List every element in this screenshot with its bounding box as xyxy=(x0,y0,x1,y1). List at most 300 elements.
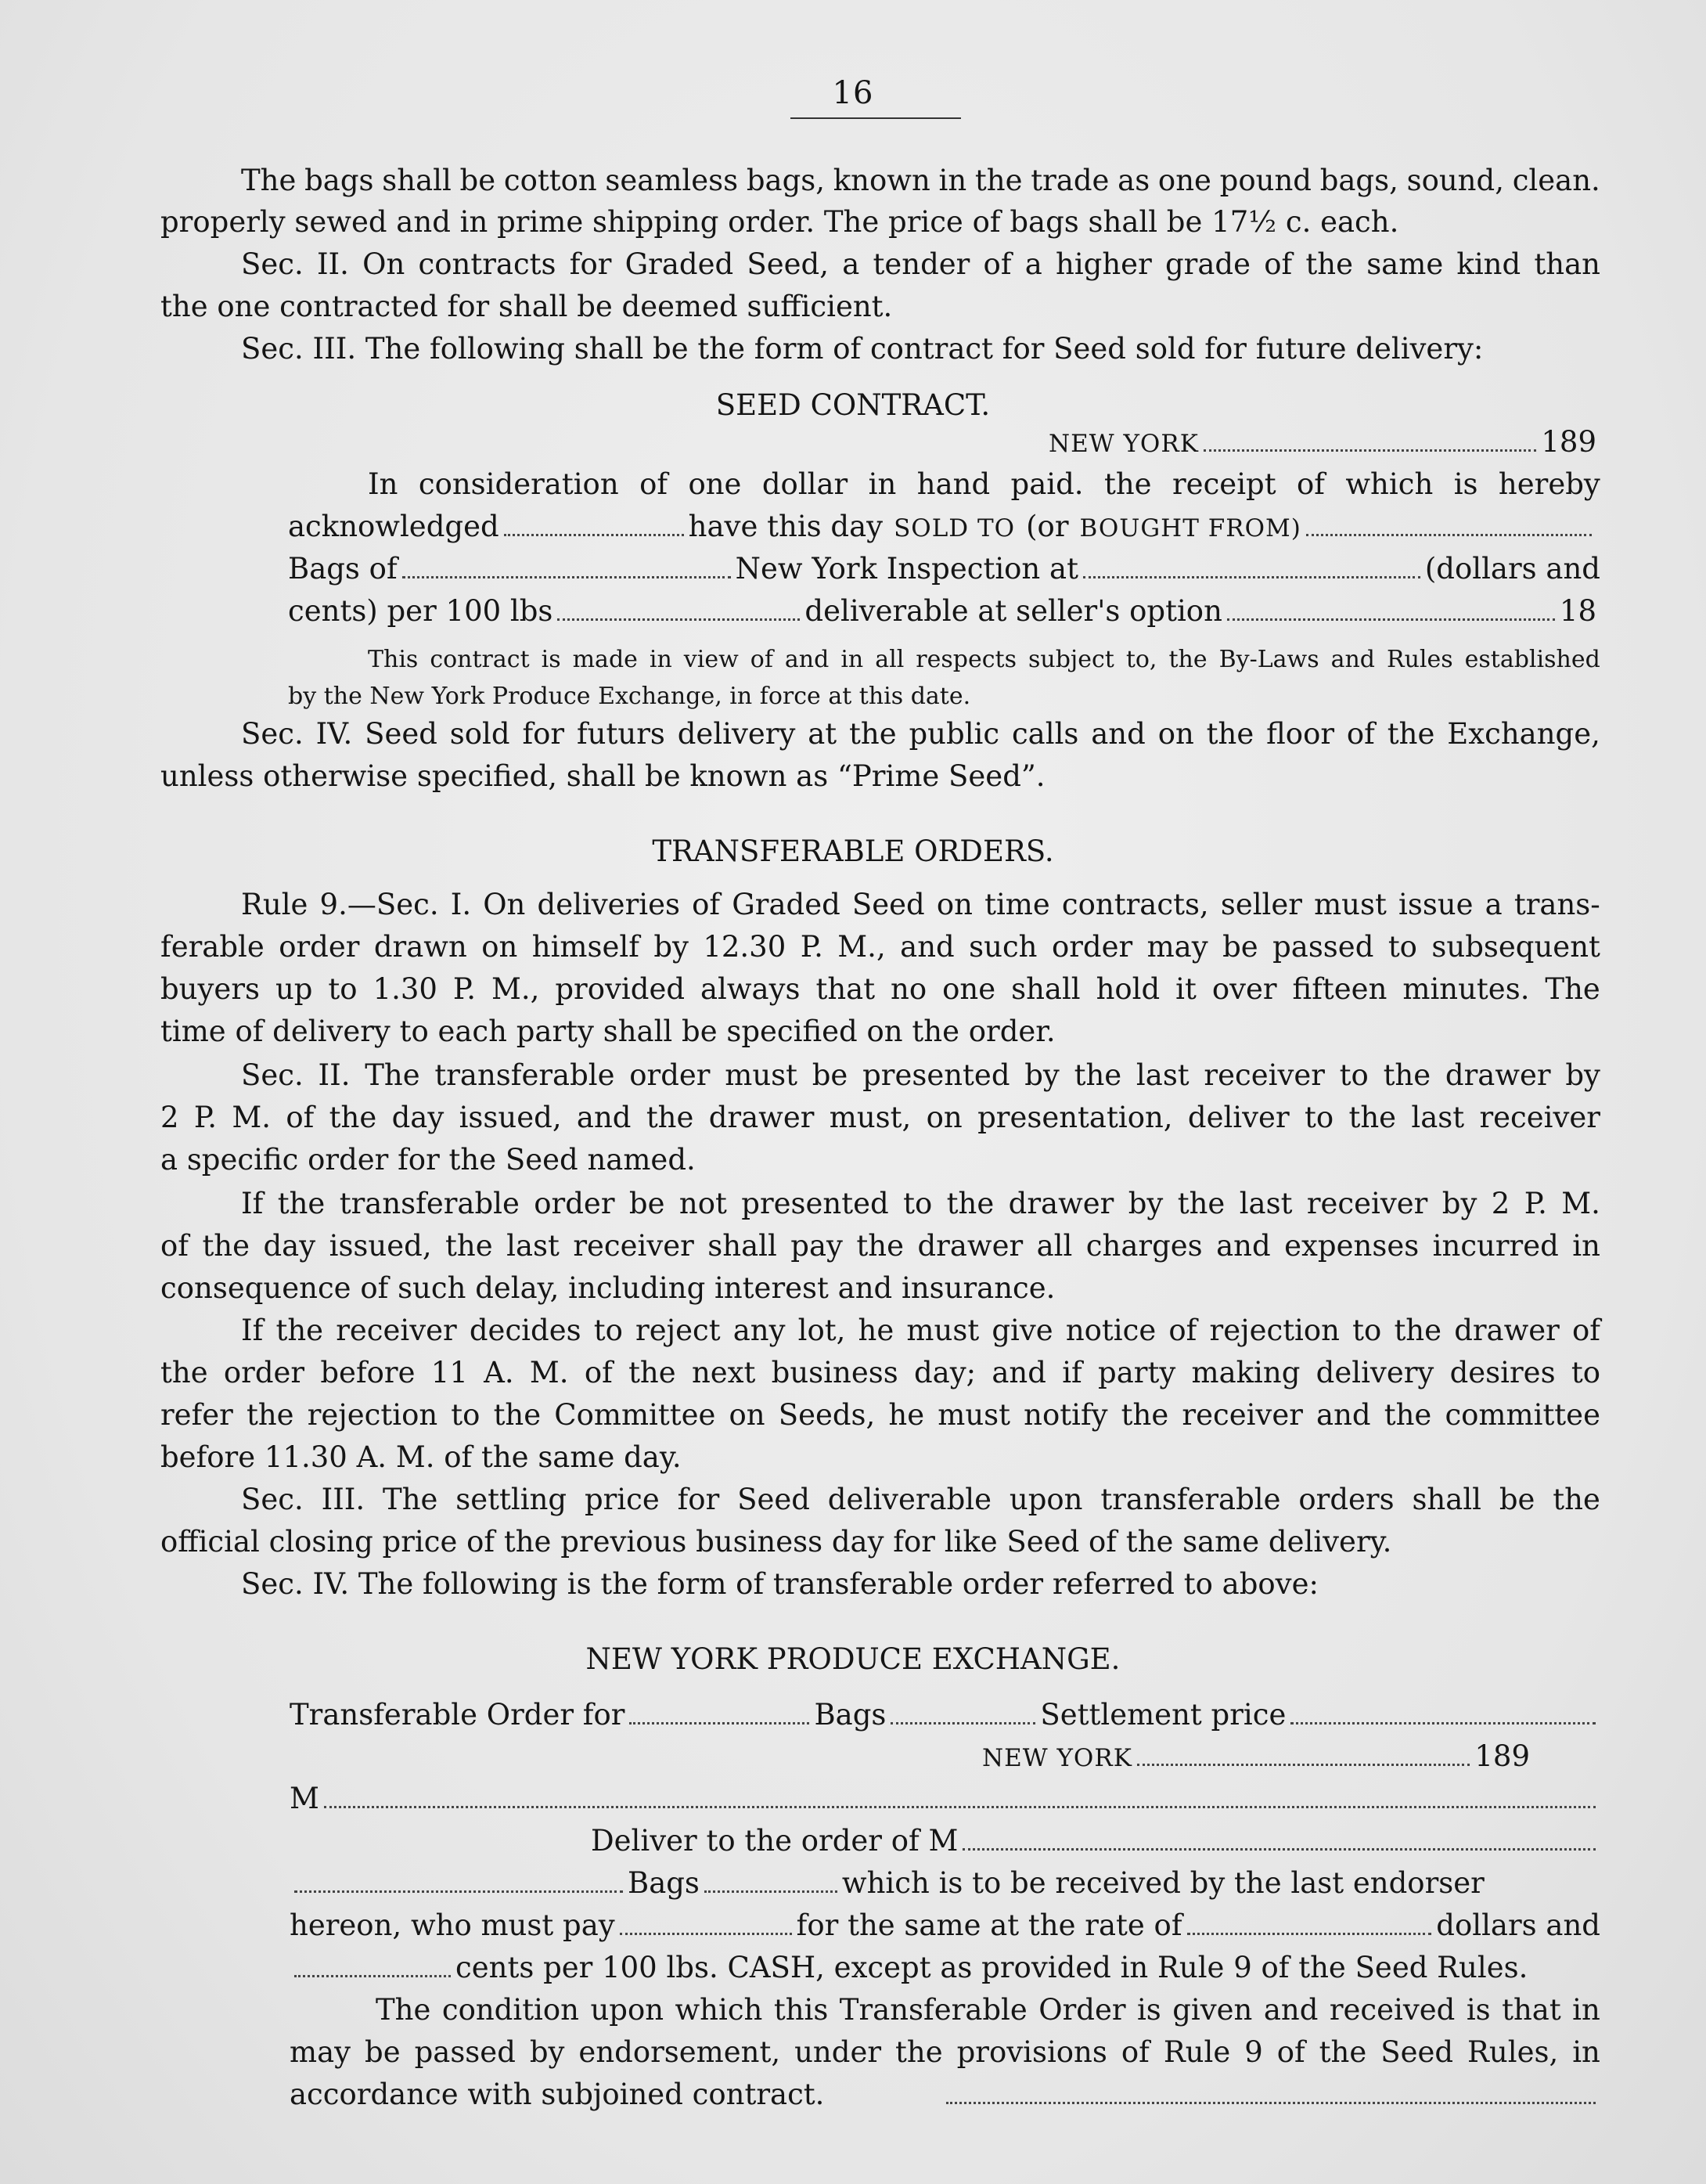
word: The xyxy=(376,1993,431,2027)
word: one xyxy=(942,972,996,1006)
word: in xyxy=(1572,1993,1600,2027)
word: lot, xyxy=(797,1314,846,1347)
text-fragment: cents per 100 lbs. CASH, except as provided in Rule 9 of the Seed Rules. xyxy=(455,1951,1528,1984)
word: 2 xyxy=(160,1101,179,1134)
word: drawer xyxy=(708,1101,815,1134)
word: The xyxy=(365,1058,420,1092)
word: the xyxy=(895,2035,943,2069)
word: order xyxy=(629,1058,711,1092)
word: to xyxy=(451,1398,480,1432)
word: receipt xyxy=(1172,467,1276,501)
word: price xyxy=(584,1483,660,1516)
produce-exchange-title: NEW YORK PRODUCE EXCHANGE. xyxy=(585,1642,1121,1676)
word: sold xyxy=(449,717,510,751)
blank-field xyxy=(1290,1702,1596,1724)
page-number-rule xyxy=(790,117,961,119)
word: and xyxy=(1091,717,1146,751)
word: up xyxy=(275,972,313,1006)
word: to xyxy=(1571,1356,1600,1389)
word: passed xyxy=(414,2035,516,2069)
word: all xyxy=(1036,1229,1073,1263)
word: seamless xyxy=(605,164,739,197)
word: P. xyxy=(800,930,823,964)
word: public xyxy=(909,717,1000,751)
word: incurred xyxy=(1432,1229,1559,1263)
text-line: official closing price of the previous business day for like Seed of the same delivery. xyxy=(160,1525,1392,1559)
word: trans- xyxy=(1513,888,1600,921)
word: transferable xyxy=(434,1058,615,1092)
text-line xyxy=(160,1351,1600,1395)
order-line xyxy=(290,1904,1600,1948)
word: M., xyxy=(491,972,540,1006)
word: last xyxy=(506,1229,560,1263)
word: M., xyxy=(837,930,886,964)
word: day xyxy=(391,1101,444,1134)
word: the xyxy=(974,164,1023,197)
blank-field xyxy=(891,1702,1035,1724)
word: Sec. xyxy=(241,717,304,751)
word: by xyxy=(1441,1187,1477,1220)
word: delivery xyxy=(1315,1356,1434,1389)
word: day; xyxy=(913,1356,977,1389)
contract-line xyxy=(288,505,1596,549)
word: the xyxy=(1387,717,1435,751)
word: the xyxy=(1394,1314,1442,1347)
word: Exchange, xyxy=(1447,717,1600,751)
word: 11 xyxy=(430,1356,468,1389)
word: may xyxy=(1146,930,1208,964)
order-dateline xyxy=(982,1735,1530,1779)
word: Seed xyxy=(851,888,925,921)
word: hereby xyxy=(1498,467,1600,501)
word: he xyxy=(888,1398,925,1432)
word: presentation, xyxy=(977,1101,1173,1134)
word: of xyxy=(1121,2035,1150,2069)
date-blank xyxy=(1204,429,1537,452)
word: of xyxy=(692,888,721,921)
word: rejection xyxy=(1209,1314,1340,1347)
blank-field xyxy=(557,598,800,621)
text-line: consequence of such delay, including interest and insurance. xyxy=(160,1271,1056,1305)
word: pay xyxy=(790,1229,843,1263)
word: by xyxy=(1024,1058,1060,1092)
word: day xyxy=(263,1229,316,1263)
word: 12.30 xyxy=(703,930,786,964)
word: for xyxy=(677,1483,720,1516)
word: of xyxy=(639,467,668,501)
word: passed xyxy=(1272,930,1374,964)
word: If xyxy=(241,1187,264,1220)
word: before xyxy=(320,1356,416,1389)
blank-field xyxy=(1187,1912,1432,1935)
word: to xyxy=(903,1187,933,1220)
transferable-orders-title: TRANSFERABLE ORDERS. xyxy=(652,834,1054,868)
newyork-label: NEW YORK xyxy=(1049,430,1199,458)
word: of xyxy=(286,1101,315,1134)
word: the xyxy=(329,1101,377,1134)
word: be xyxy=(812,1058,848,1092)
text-fragment: (dollars and xyxy=(1424,552,1600,586)
text-line xyxy=(241,243,1600,287)
word: time xyxy=(984,888,1050,921)
text-fragment: Deliver to the order of M xyxy=(591,1824,959,1858)
word: the xyxy=(246,1398,294,1432)
word: A. xyxy=(484,1356,514,1389)
word: notify xyxy=(1024,1398,1108,1432)
text-fragment: accordance with subjoined contract. xyxy=(290,2078,825,2111)
word: no xyxy=(891,972,927,1006)
signature-blank xyxy=(946,2081,1596,2104)
word: order xyxy=(534,1187,615,1220)
word: Graded xyxy=(624,247,734,281)
word: such xyxy=(969,930,1038,964)
word: to xyxy=(328,972,358,1006)
word: under xyxy=(794,2035,882,2069)
word: transferable xyxy=(1100,1483,1281,1516)
word: last xyxy=(1136,1058,1190,1092)
word: of xyxy=(750,646,773,673)
word: presented xyxy=(741,1187,889,1220)
newyork-label: NEW YORK xyxy=(982,1744,1132,1772)
date-blank xyxy=(1137,1743,1470,1766)
order-line xyxy=(290,2073,1600,2117)
order-line xyxy=(290,1693,1600,1737)
word: is xyxy=(1453,467,1478,501)
text-fragment: Transferable Order for xyxy=(290,1698,625,1732)
word: drawer xyxy=(1445,1058,1551,1092)
blank-field xyxy=(620,1912,792,1935)
word: order xyxy=(1051,930,1133,964)
word: calls xyxy=(1011,717,1079,751)
blank-field xyxy=(1083,556,1420,578)
text-fragment: Settlement price xyxy=(1040,1698,1287,1732)
word: is xyxy=(1136,1993,1161,2027)
text-fragment: hereon, who must pay xyxy=(290,1908,615,1942)
word: be xyxy=(365,2035,401,2069)
word: Sec. xyxy=(241,247,304,281)
word: settling xyxy=(455,1483,567,1516)
blank-field xyxy=(402,556,731,578)
text-fragment: dollars and xyxy=(1436,1908,1600,1942)
text-line xyxy=(368,463,1600,506)
word: the xyxy=(1074,1058,1122,1092)
word: in xyxy=(649,646,672,673)
fine-print-line: by the New York Produce Exchange, in force at this date. xyxy=(288,683,971,710)
word: in xyxy=(840,646,864,673)
text-fragment: 18 xyxy=(1559,594,1596,628)
word: deliveries xyxy=(537,888,680,921)
word: The xyxy=(241,164,297,197)
word: Order xyxy=(1038,1993,1126,2027)
blank-field xyxy=(963,1828,1596,1851)
word: receiver xyxy=(1479,1101,1600,1134)
text-fragment: deliverable at seller's option xyxy=(804,594,1222,628)
text-line: unless otherwise specified, shall be known as “Prime Seed”. xyxy=(160,759,1046,793)
word: which xyxy=(1345,467,1434,501)
word: on xyxy=(729,1398,765,1432)
word: committee xyxy=(1445,1398,1600,1432)
word: upon xyxy=(590,1993,664,2027)
word: respects xyxy=(916,646,1017,673)
word: the xyxy=(160,1356,208,1389)
word: himself xyxy=(531,930,639,964)
word: of xyxy=(983,247,1012,281)
word: shall xyxy=(1011,972,1081,1006)
word: 9.—Sec. xyxy=(319,888,439,921)
word: 2 xyxy=(1491,1187,1510,1220)
word: reject xyxy=(635,1314,721,1347)
word: business xyxy=(771,1356,898,1389)
word: the xyxy=(493,1398,542,1432)
word: be xyxy=(1222,930,1258,964)
word: subsequent xyxy=(1431,930,1600,964)
text-fragment: Bags xyxy=(814,1698,887,1732)
word: endorsement, xyxy=(578,2035,781,2069)
word: of xyxy=(1168,1314,1197,1347)
word: Seed, xyxy=(747,247,829,281)
word: issued, xyxy=(329,1229,432,1263)
word: in xyxy=(868,467,897,501)
text-line: Sec. IV. The following is the form of transferable order referred to above: xyxy=(241,1567,1319,1601)
year-label: 189 xyxy=(1474,1739,1530,1773)
text-line xyxy=(160,1096,1600,1140)
word: receiver xyxy=(336,1314,457,1347)
year-label: 189 xyxy=(1541,425,1596,459)
word: desires xyxy=(1449,1356,1556,1389)
sold-to-label: SOLD TO xyxy=(894,514,1016,542)
blank-field xyxy=(324,1786,1596,1808)
text-fragment: which is to be received by the last endorser xyxy=(841,1866,1485,1900)
word: shall xyxy=(382,164,452,197)
word: one xyxy=(688,467,742,501)
word: in xyxy=(1572,1229,1600,1263)
text-line: Sec. III. The following shall be the form of contract for Seed sold for future delivery: xyxy=(241,332,1484,366)
word: cotton xyxy=(503,164,597,197)
text-line xyxy=(241,883,1600,927)
word: In xyxy=(368,467,398,501)
text-fragment: have this day xyxy=(688,510,884,543)
word: paid. xyxy=(1010,467,1084,501)
order-line xyxy=(290,1946,1600,1990)
word: receiver xyxy=(1182,1398,1303,1432)
word: the xyxy=(646,1101,694,1134)
word: to, xyxy=(1125,646,1157,673)
word: over xyxy=(1211,972,1277,1006)
word: on xyxy=(926,1101,963,1134)
word: for xyxy=(569,247,612,281)
word: a xyxy=(1024,247,1042,281)
word: P. xyxy=(452,972,477,1006)
word: known xyxy=(833,164,930,197)
page-number: 16 xyxy=(832,75,874,111)
word: a xyxy=(842,247,860,281)
word: issued, xyxy=(459,1101,562,1134)
word: the xyxy=(1168,646,1208,673)
text-line xyxy=(376,1988,1600,2032)
text-fragment: for the same at the rate of xyxy=(796,1908,1182,1942)
word: on xyxy=(936,888,973,921)
word: made xyxy=(572,646,638,673)
word: the xyxy=(849,717,897,751)
word: not xyxy=(678,1187,727,1220)
word: established xyxy=(1464,646,1600,673)
word: the xyxy=(445,1229,493,1263)
word: making xyxy=(1191,1356,1301,1389)
word: receiver xyxy=(1204,1058,1325,1092)
word: transferable xyxy=(339,1187,520,1220)
word: the xyxy=(1305,247,1353,281)
word: be xyxy=(628,1187,665,1220)
word: of xyxy=(1276,2035,1305,2069)
text-line: a specific order for the Seed named. xyxy=(160,1143,696,1177)
text-line xyxy=(160,1393,1600,1437)
text-line: time of delivery to each party shall be specified on the order. xyxy=(160,1015,1056,1048)
word: II. xyxy=(316,247,349,281)
word: Sec. xyxy=(241,1483,304,1516)
word: is xyxy=(541,646,561,673)
word: must, xyxy=(829,1101,912,1134)
word: minutes. xyxy=(1402,972,1530,1006)
text-fragment: (or xyxy=(1026,510,1069,543)
word: Rules, xyxy=(1467,2035,1559,2069)
word: P. xyxy=(193,1101,218,1134)
word: IV. xyxy=(315,717,353,751)
word: and xyxy=(1216,1229,1271,1263)
word: and xyxy=(992,1356,1046,1389)
word: Graded xyxy=(732,888,840,921)
bought-from-label: BOUGHT FROM) xyxy=(1079,514,1301,542)
word: that xyxy=(1502,1993,1561,2027)
word: I. xyxy=(450,888,472,921)
word: the xyxy=(1384,1398,1432,1432)
word: last xyxy=(1411,1101,1465,1134)
word: drawer xyxy=(917,1229,1024,1263)
text-fragment: M xyxy=(290,1782,319,1815)
word: clean. xyxy=(1512,164,1600,197)
word: dollar xyxy=(761,467,848,501)
word: The xyxy=(383,1483,438,1516)
word: of xyxy=(160,1229,189,1263)
word: must xyxy=(1314,888,1387,921)
word: the xyxy=(856,1229,905,1263)
blank-field xyxy=(629,1702,809,1724)
word: must xyxy=(938,1398,1011,1432)
word: 9 xyxy=(1244,2035,1263,2069)
text-line: before 11.30 A. M. of the same day. xyxy=(160,1440,682,1474)
text-fragment: New York Inspection at xyxy=(735,552,1078,586)
word: and xyxy=(1330,646,1375,673)
word: give xyxy=(992,1314,1053,1347)
word: fifteen xyxy=(1292,972,1387,1006)
word: This xyxy=(368,646,419,673)
word: orders xyxy=(1298,1483,1395,1516)
text-line xyxy=(241,1309,1600,1353)
word: order xyxy=(223,1356,305,1389)
word: sound, xyxy=(1406,164,1504,197)
word: the xyxy=(1319,2035,1367,2069)
word: M. xyxy=(529,1356,569,1389)
word: drawer xyxy=(1008,1187,1114,1220)
word: rejection xyxy=(307,1398,438,1432)
word: the xyxy=(275,1314,324,1347)
word: and xyxy=(900,930,955,964)
word: condition xyxy=(441,1993,579,2027)
word: Seed xyxy=(1380,2035,1454,2069)
word: shall xyxy=(1412,1483,1481,1516)
word: deliverable xyxy=(827,1483,992,1516)
word: Rule xyxy=(1163,2035,1231,2069)
word: 1.30 xyxy=(373,972,437,1006)
word: Rules xyxy=(1386,646,1453,673)
word: deliver xyxy=(1187,1101,1290,1134)
text-line xyxy=(241,159,1600,203)
text-line xyxy=(160,925,1600,969)
text-line xyxy=(160,1224,1600,1268)
word: at xyxy=(808,717,837,751)
word: and xyxy=(784,646,830,673)
word: for xyxy=(522,717,565,751)
word: buyers xyxy=(160,972,260,1006)
word: provided xyxy=(555,972,686,1006)
word: be xyxy=(459,164,496,197)
order-line xyxy=(591,1819,1600,1863)
word: of xyxy=(1572,1314,1600,1347)
word: On xyxy=(483,888,526,921)
word: upon xyxy=(1009,1483,1083,1516)
word: party xyxy=(1098,1356,1176,1389)
blank-field xyxy=(504,514,684,536)
word: bags, xyxy=(746,164,826,197)
word: and xyxy=(1263,1993,1319,2027)
blank-field xyxy=(1227,598,1555,621)
word: the xyxy=(628,1356,676,1389)
word: of xyxy=(1297,467,1325,501)
word: given xyxy=(1172,1993,1253,2027)
seed-contract-title: SEED CONTRACT. xyxy=(715,388,991,422)
word: the xyxy=(1177,1187,1226,1220)
word: M. xyxy=(232,1101,272,1134)
word: order xyxy=(279,930,360,964)
word: bags, xyxy=(1319,164,1398,197)
word: Committee xyxy=(554,1398,716,1432)
word: the xyxy=(1206,717,1254,751)
word: received xyxy=(1329,1993,1456,2027)
word: of xyxy=(1264,247,1293,281)
text-line xyxy=(241,712,1600,756)
word: the xyxy=(1103,467,1152,501)
word: receiver xyxy=(573,1229,694,1263)
word: of xyxy=(584,1356,613,1389)
word: by xyxy=(1565,1058,1600,1092)
text-fragment: cents) per 100 lbs xyxy=(288,594,553,628)
text-fragment: Bags of xyxy=(288,552,398,586)
word: to xyxy=(1339,1058,1369,1092)
contract-line xyxy=(288,547,1600,591)
word: a xyxy=(1485,888,1503,921)
word: on xyxy=(1157,717,1194,751)
word: contracts, xyxy=(1061,888,1209,921)
word: P. xyxy=(1524,1187,1547,1220)
word: III. xyxy=(321,1483,365,1516)
word: the xyxy=(277,1187,326,1220)
word: must xyxy=(906,1314,980,1347)
word: by xyxy=(653,930,689,964)
word: refer xyxy=(160,1398,233,1432)
word: If xyxy=(241,1314,264,1347)
word: to xyxy=(1387,930,1417,964)
text-fragment: Bags xyxy=(628,1866,700,1900)
word: notice xyxy=(1065,1314,1157,1347)
